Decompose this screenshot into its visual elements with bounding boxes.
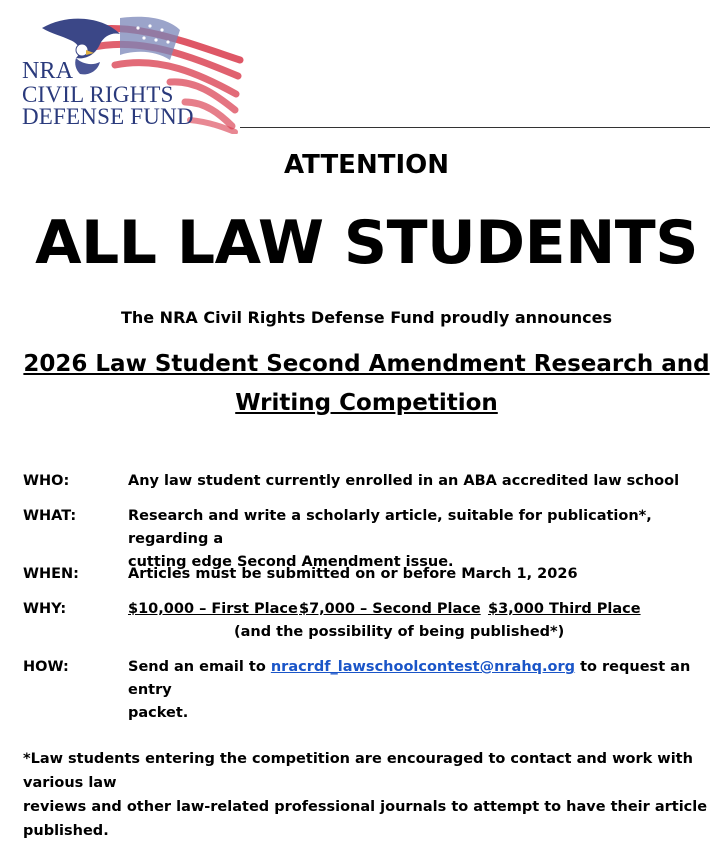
announcement-line: The NRA Civil Rights Defense Fund proudly announces — [120, 308, 613, 327]
logo-line-civil-rights: CIVIL RIGHTS — [22, 82, 174, 107]
why-row — [23, 598, 713, 646]
prize-third: $3,000 Third Place — [488, 601, 641, 617]
competition-title — [0, 345, 720, 423]
logo-line-defense-fund: DEFENSE FUND — [22, 104, 194, 129]
why-label: WHY: — [23, 601, 67, 617]
header-divider — [240, 127, 710, 128]
publication-note: (and the possibility of being published*) — [234, 624, 565, 640]
logo-line-nra: NRA — [22, 58, 74, 84]
prize-second: $7,000 – Second Place — [299, 601, 481, 617]
competition-title-line1: 2026 Law Student Second Amendment Research and — [23, 351, 710, 377]
who-text: Any law student currently enrolled in an ABA accredited law school — [128, 473, 680, 489]
nra-crdf-logo — [20, 10, 245, 134]
how-prefix: Send an email to — [128, 659, 271, 675]
what-text-line1: Research and write a scholarly article, suitable for publication*, regarding a — [128, 508, 652, 547]
who-label: WHO: — [23, 473, 70, 489]
competition-title-line2: Writing Competition — [235, 390, 498, 416]
footnote-line3: published. — [23, 823, 109, 839]
footnote-line2: reviews and other law-related professional journals to attempt to have their article — [23, 799, 708, 815]
what-label: WHAT: — [23, 508, 77, 524]
when-text: Articles must be submitted on or before March 1, 2026 — [128, 566, 578, 582]
how-label: HOW: — [23, 659, 69, 675]
when-label: WHEN: — [23, 566, 79, 582]
footnote — [23, 747, 717, 843]
contest-email-link[interactable]: nracrdf_lawschoolcontest@nrahq.org — [270, 659, 576, 675]
main-headline: ALL LAW STUDENTS — [35, 208, 698, 278]
prize-first: $10,000 – First Place — [128, 601, 298, 617]
what-text-line2: cutting edge Second Amendment issue. — [128, 554, 454, 570]
how-suffix: to request an entry — [128, 659, 691, 698]
footnote-line1: *Law students entering the competition are encouraged to contact and work with various law — [23, 751, 693, 791]
how-suffix-line2: packet. — [128, 705, 189, 721]
attention-heading: ATTENTION — [284, 150, 449, 180]
